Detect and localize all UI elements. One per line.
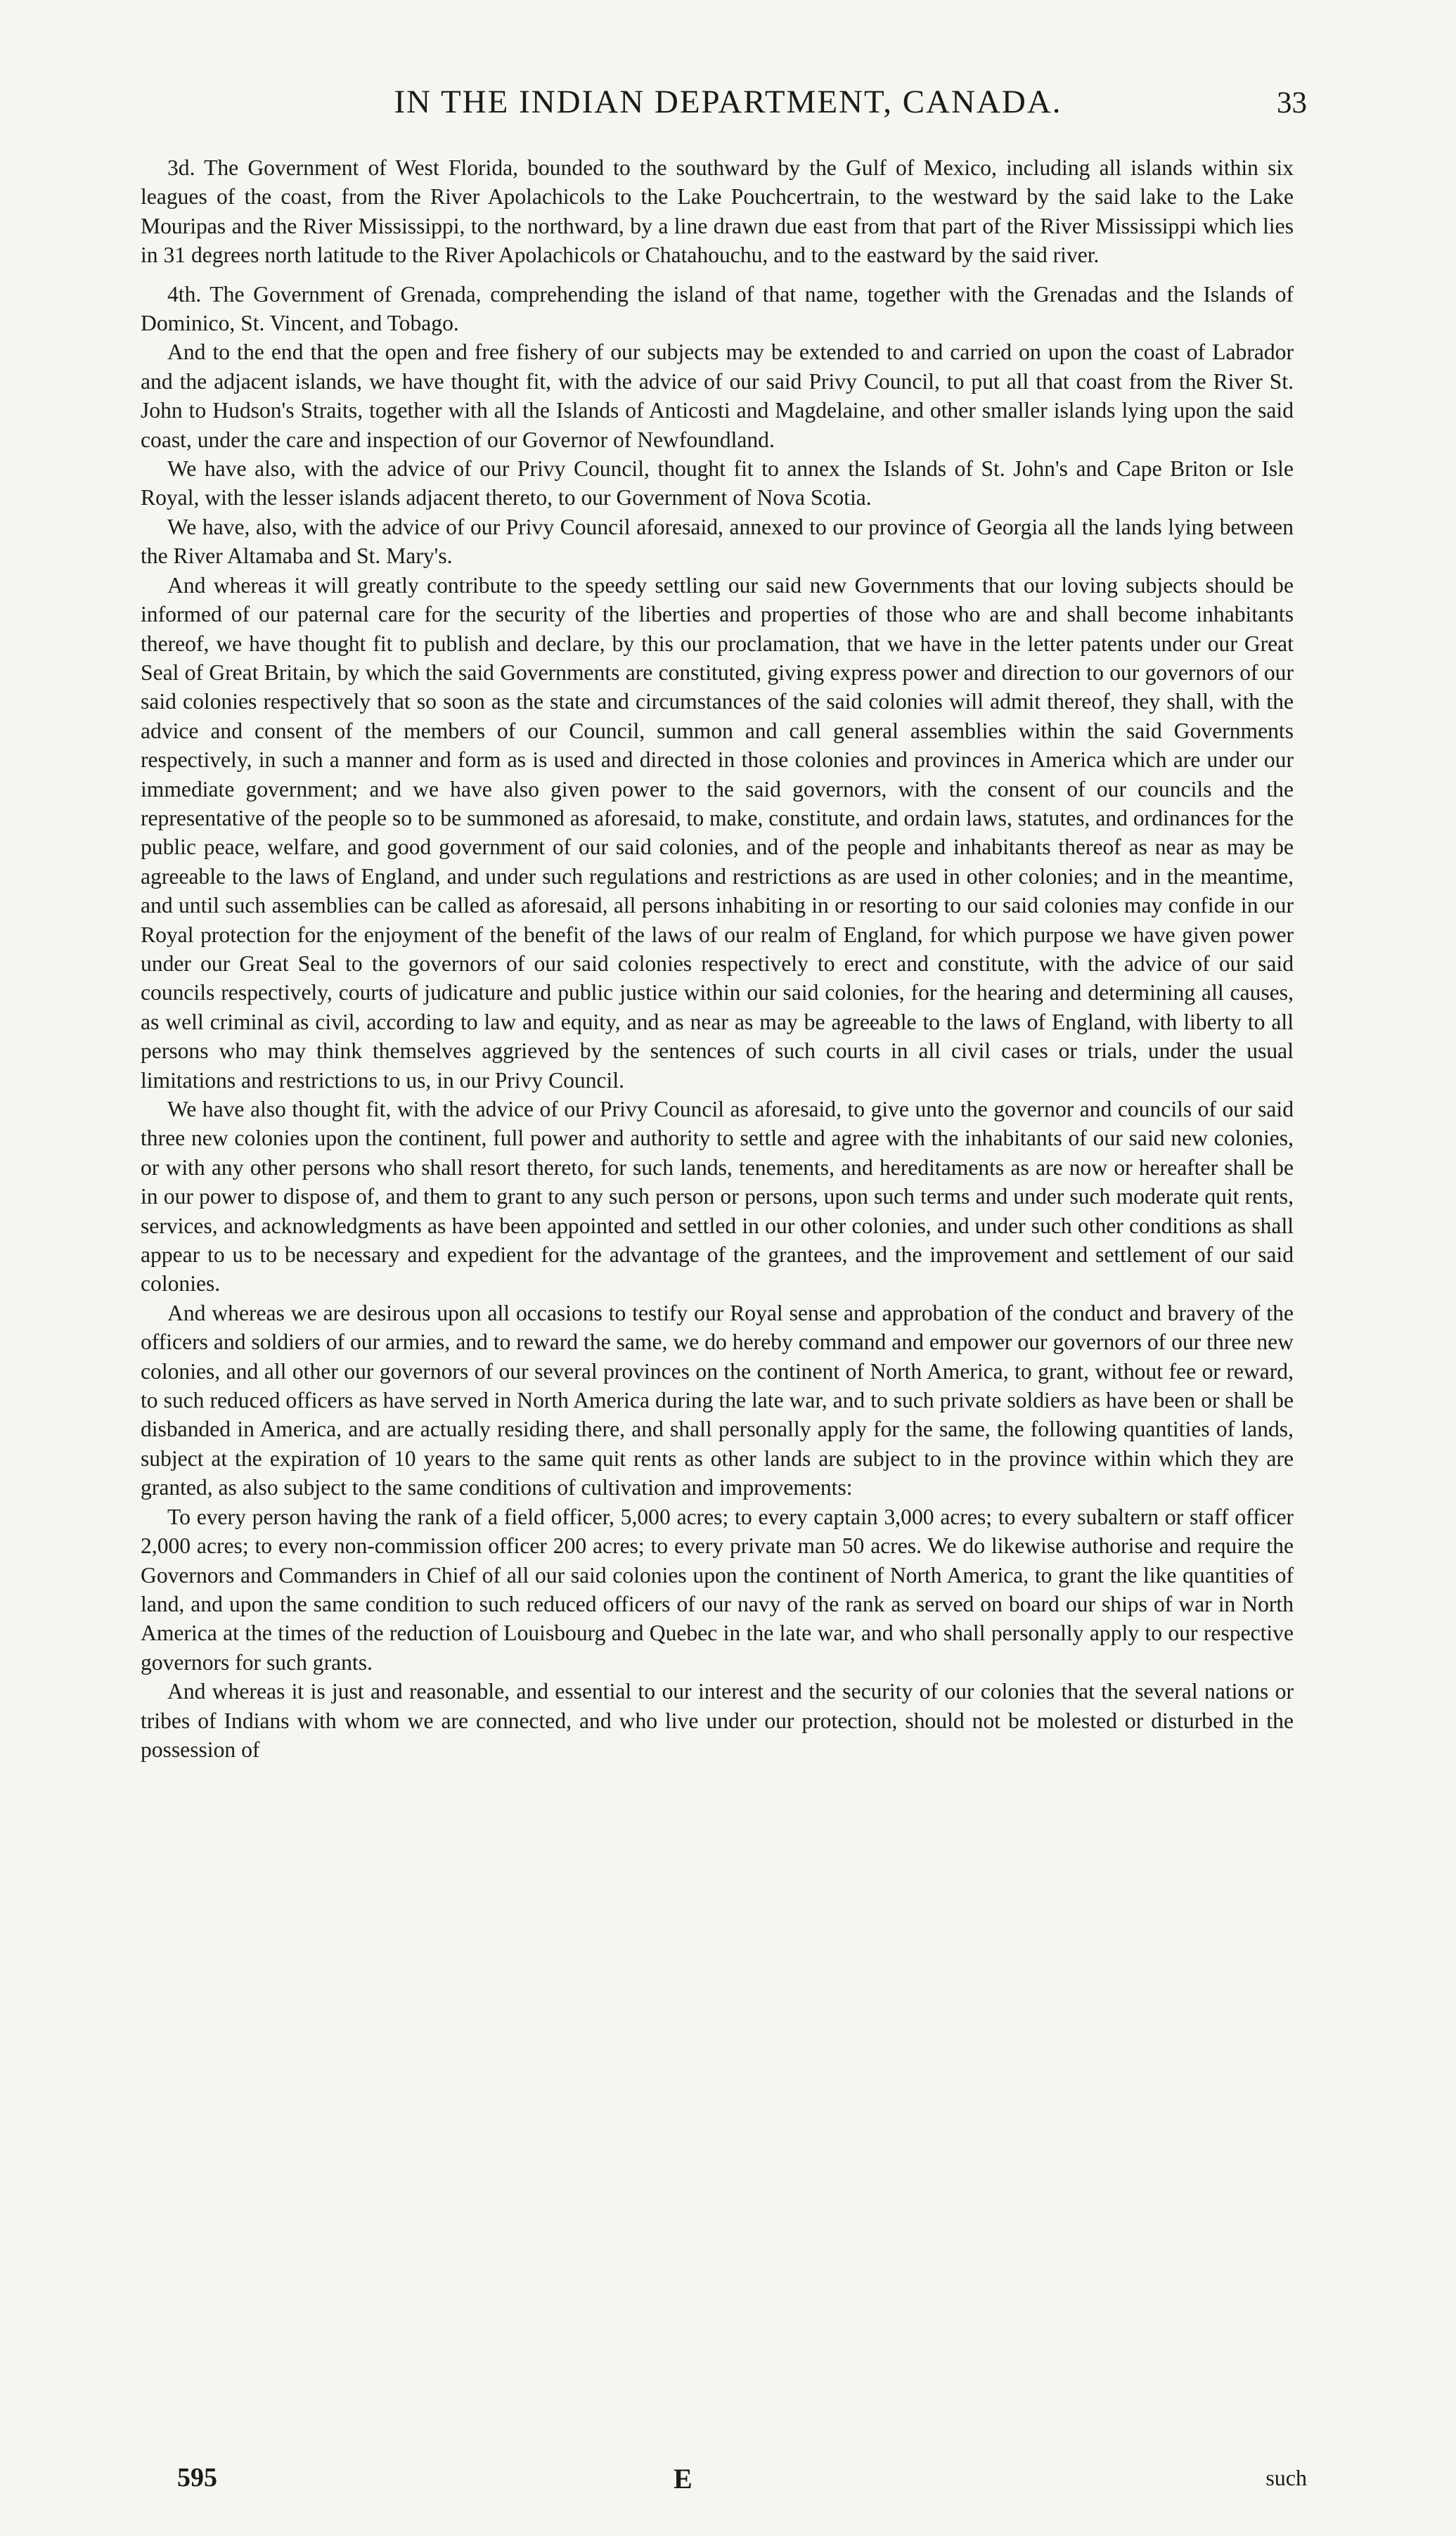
signature-mark: 595 [177,2463,217,2492]
page-header [0,83,1456,132]
paragraph-acreage: To every person having the rank of a field officer, 5,000 acres; to every captain 3,000 acres; to every subaltern or staff officer 2,000 acres; to every non-commission officer 200 acres; to every private man 50 acres. We do likewise authorise and require the Governors and Commanders in Chief of all our said colonies upon the continent of North America, to grant the like quantities of land, and upon the same condition to such reduced officers of our navy of the rank as served on board our ships of war in North America at the times of the reduction of Louisbourg and Quebec in the late war, and who shall personally apply to our respective governors for such grants. [141,1504,1294,1675]
page-footer [0,2462,1456,2504]
paragraph-west-florida: 3d. The Government of West Florida, bounded to the southward by the Gulf of Mexico, including all islands within six leagues of the coast, from the River Apolachicols to the Lake Pouchcertrain, to the westward by the said lake to the Lake Mouripas and the River Mississippi, to the northward, by a line drawn due east from that part of the River Mississippi which lies in 31 degrees north latitude to the River Apolachicols or Chatahouchu, and to the eastward by the said river. [141,155,1294,268]
paragraph-georgia: We have, also, with the advice of our Privy Council aforesaid, annexed to our province of Georgia all the lands lying between the River Altamaba and St. Mary's. [141,514,1294,569]
paragraph-indians: And whereas it is just and reasonable, and essential to our interest and the security of our colonies that the several nations or tribes of Indians with whom we are connected, and who live under our protection, should not be molested or disturbed in the possession of [141,1679,1294,1762]
paragraph-assemblies: And whereas it will greatly contribute to the speedy settling our said new Governments that our loving subjects should be informed of our paternal care for the security of the liberties and properties of those who are and shall become inhabitants thereof, we have thought fit to publish and declare, by this our proclamation, that we have in the letter patents under our Great Seal of Great Britain, by which the said Governments are constituted, giving express power and direction to our governors of our said colonies respectively that so soon as the state and circumstances of the said colonies will admit thereof, they shall, with the advice and consent of the members of our Council, summon and call general assemblies within the said Governments respectively, in such a manner and form as is used and directed in those colonies and provinces in America which are under our immediate government; and we have also given power to the said governors, with the consent of our councils and the representative of the people so to be summoned as aforesaid, to make, constitute, and ordain laws, statutes, and ordinances for the public peace, welfare, and good government of our said colonies, and of the people and inhabitants thereof as near as may be agreeable to the laws of England, and under such regulations and restrictions as are used in other colonies; and in the meantime, and until such assemblies can be called as aforesaid, all persons inhabiting in or resorting to our said colonies may confide in our Royal protection for the enjoyment of the benefit of the laws of our realm of England, for which purpose we have given power under our Great Seal to the governors of our said colonies respectively to erect and constitute, with the advice of our said councils respectively, courts of judicature and public justice within our said colonies, for the hearing and determining all causes, as well criminal as civil, according to law and equity, and as near as may be agreeable to the laws of England, with liberty to all persons who may think themselves aggrieved by the sentences of such courts in all civil cases or trials, under the usual limitations and restrictions to us, in our Privy Council. [141,572,1294,1093]
sheet-letter: E [674,2463,692,2495]
page-number: 33 [1277,86,1307,120]
paragraph-fishery: And to the end that the open and free fishery of our subjects may be extended to and carried on upon the coast of Labrador and the adjacent islands, we have thought fit, with the advice of our said Privy Council, to put all that coast from the River St. John to Hudson's Straits, together with all the Islands of Anticosti and Magdelaine, and other smaller islands lying upon the said coast, under the care and inspection of our Governor of Newfoundland. [141,340,1294,452]
running-title: IN THE INDIAN DEPARTMENT, CANADA. [394,84,1062,120]
paragraph-land-grants: We have also thought fit, with the advice of our Privy Council as aforesaid, to give unto the governor and councils of our said three new colonies upon the continent, full power and authority to settle and agree with the inhabitants of our said new colonies, or with any other persons who shall resort thereto, for such lands, tenements, and hereditaments as are now or hereafter shall be in our power to dispose of, and them to grant to any such person or persons, upon such terms and under such moderate quit rents, services, and acknowledgments as have been appointed and settled in our other colonies, and under such other conditions as shall appear to us to be necessary and expedient for the advantage of the grantees, and the improvement and settlement of our said colonies. [141,1097,1294,1296]
paragraph-nova-scotia: We have also, with the advice of our Privy Council, thought fit to annex the Islands of St. John's and Cape Briton or Isle Royal, with the lesser islands adjacent thereto, to our Government of Nova Scotia. [141,456,1294,510]
catchword: such [1265,2465,1307,2490]
body-text [141,153,1294,1764]
paragraph-grenada: 4th. The Government of Grenada, comprehending the island of that name, together with the Grenadas and the Islands of Dominico, St. Vincent, and Tobago. [141,281,1294,336]
paragraph-reduced-officers: And whereas we are desirous upon all occasions to testify our Royal sense and approbation of the conduct and bravery of the officers and soldiers of our armies, and to reward the same, we do hereby command and empower our governors of our three new colonies, and all other our governors of our several provinces on the continent of North America, to grant, without fee or reward, to such reduced officers as have served in North America during the late war, and to such private soldiers as have been or shall be disbanded in America, and are actually residing there, and shall personally apply for the same, the following quantities of lands, subject at the expiration of 10 years to the same quit rents as other lands are subject to in the province within which they are granted, as also subject to the same conditions of cultivation and improvements: [141,1300,1294,1500]
